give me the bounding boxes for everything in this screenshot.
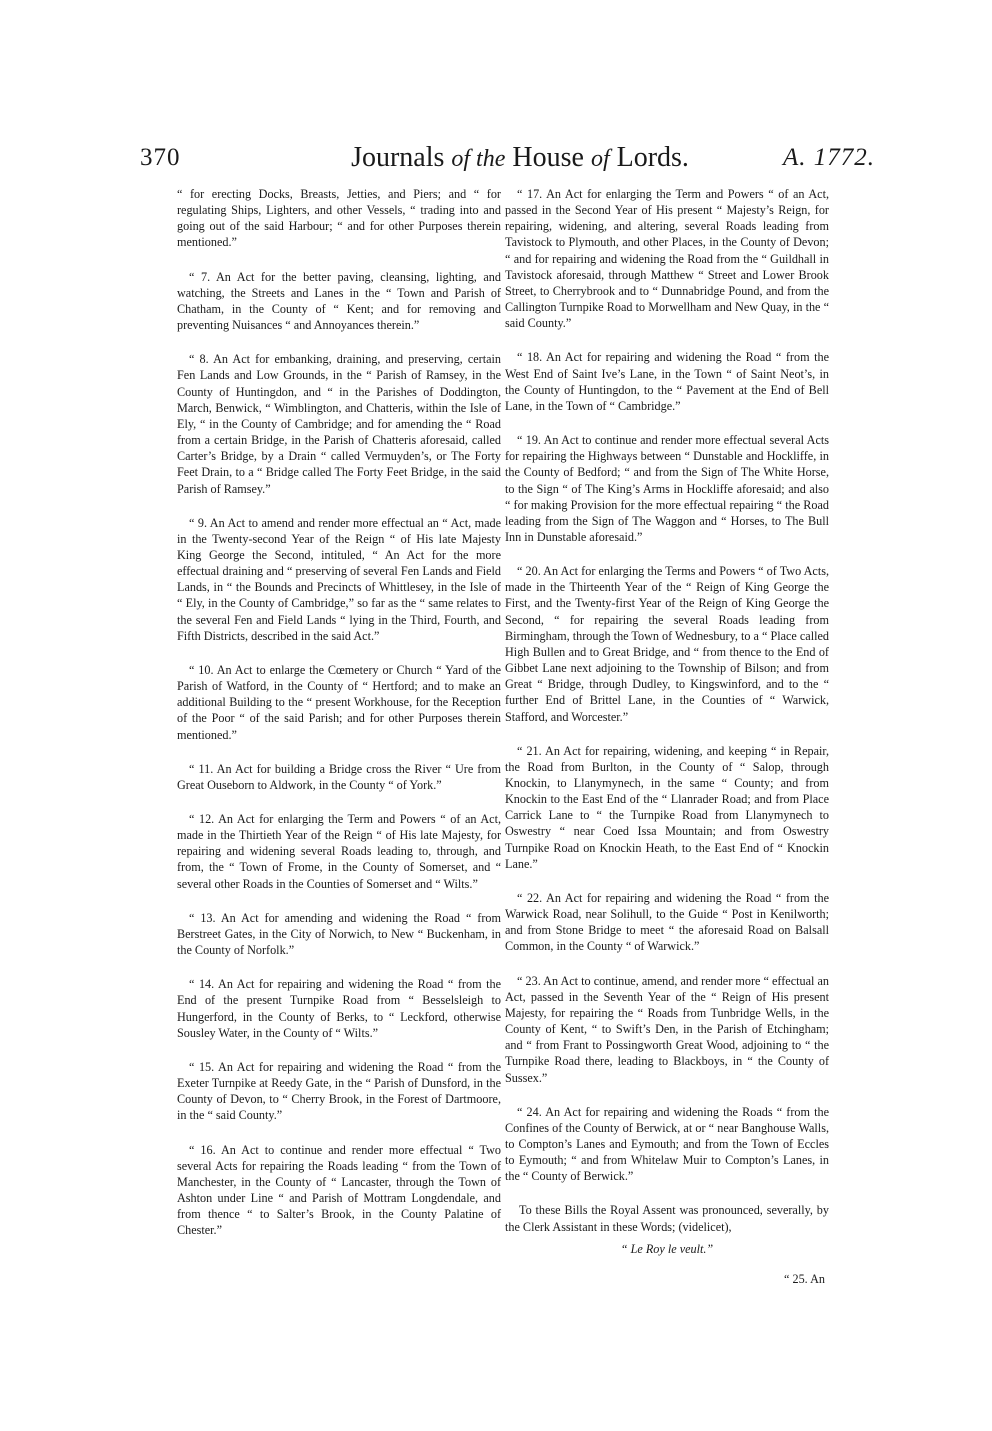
act-paragraph: “ 17. An Act for enlarging the Term and Powers “ of an Act, passed in the Second Year of His present “ Majesty’s Reign, for repairing, widening, and altering, several Roads leading from Tavistock to Plymouth, and other Places, in the County of Devon; “ and for repairing and widening the Road from the “ Guildhall in Tavistock aforesaid, through Matthew “ Street and Lower Brook Street, to Cherrybrook and to “ Dunnabridge Pound, and from the Callington Turnpike Road to Morwellham and New Quay, in the “ said County.”	[505, 187, 829, 331]
act-paragraph: “ 13. An Act for amending and widening the Road “ from Berstreet Gates, in the City of Norwich, to New “ Buckenham, in the County of Norfolk.”	[177, 910, 501, 958]
page-header	[140, 142, 875, 184]
royal-assent-quote: “ Le Roy le veult.”	[620, 1241, 714, 1256]
title-word-of-the: of the	[451, 146, 506, 172]
page-number: 370	[140, 144, 181, 171]
running-title	[330, 142, 710, 174]
act-paragraph: “ 21. An Act for repairing, widening, and keeping “ in Repair, the Road from Burlton, in the County of “ Salop, through Knockin, to Llanymynech, in the same “ County; and from Knockin to the East End of the “ Llanrader Road; and from Place Carrick Lane to “ the Turnpike Road from Llanymynech to Oswestry “ near Coed Issa Mountain; and from Oswestry Turnpike Road on Knockin Heath, to the East End of “ Knockin Lane.”	[505, 743, 829, 871]
right-column	[505, 186, 829, 1287]
act-paragraph: “ 18. An Act for repairing and widening the Road “ from the West End of Saint Ive’s Lane, in the Town “ of Saint Neot’s, in the County of Huntingdon, to the “ Pavement at the End of Bell Lane, in the Town of “ Cambridge.”	[505, 350, 829, 413]
act-paragraph: “ 10. An Act to enlarge the Cœmetery or Church “ Yard of the Parish of Watford, in the County of “ Hertford; and to make an additional Building to the “ present Workhouse, for the Reception of the Poor “ of the said Parish; and for other Purposes therein mentioned.”	[177, 662, 501, 742]
act-paragraph: “ for erecting Docks, Breasts, Jetties, and Piers; and “ for regulating Ships, Lighters, and other Vessels, “ trading into and going out of the said Harbour; “ and for other Purposes therein mentioned.”	[177, 187, 501, 250]
title-word-house: House	[512, 142, 584, 173]
left-column	[177, 186, 501, 1256]
act-paragraph: “ 23. An Act to continue, amend, and render more “ effectual an Act, passed in the Seventh Year of the “ Reign of His present Majesty, for repairing the “ Roads from Tunbridge Wells, in the County of Kent, “ to Swift’s Den, in the Parish of Etchingham; and “ from Frant to Possingworth Great Wood, adjoining to “ the Turnpike Road there, leading to Blackboys, in “ the County of Sussex.”	[505, 973, 829, 1085]
act-paragraph: “ 15. An Act for repairing and widening the Road “ from the Exeter Turnpike at Reedy Gate, in the “ Parish of Dunsford, in the County of Devon, to “ Cherry Brook, in the Forest of Dartmoore, in the “ said County.”	[177, 1059, 501, 1123]
act-paragraph: “ 24. An Act for repairing and widening the Roads “ from the Confines of the County of Berwick, at or “ near Banghouse Walls, to Compton’s Lanes and Eymouth; and from the Town of Eccles to Eymouth; “ and from Whitelaw Muir to Compton’s Lanes, in the “ County of Berwick.”	[505, 1104, 829, 1184]
act-paragraph: “ 22. An Act for repairing and widening the Road “ from the Warwick Road, near Solihull, to the Guide “ Post in Kenilworth; and from Stone Bridge to meet “ the aforesaid Road on Balsall Common, in the County “ of Warwick.”	[505, 890, 829, 954]
year-label: A. 1772.	[782, 144, 875, 171]
act-paragraph: “ 19. An Act to continue and render more effectual several Acts for repairing the Highways between “ Dunstable and Hockliffe, in the County of Bedford; “ and from the Sign of The White Horse, to the Sign “ of The King’s Arms in Hockliffe aforesaid; and also “ for making Provision for the more effectual repairing “ the Road leading from the Sign of The Waggon and “ Horses, to The Bull Inn in Dunstable aforesaid.”	[505, 433, 829, 544]
catchword: “ 25. An	[784, 1271, 825, 1286]
act-paragraph: “ 14. An Act for repairing and widening the Road “ from the End of the present Turnpike Road from “ Besselsleigh to Hungerford, in the County of Berks, to “ Leckford, otherwise Sousley Water, in the County of “ Wilts.”	[177, 977, 501, 1040]
act-paragraph: “ 9. An Act to amend and render more effectual an “ Act, made in the Twenty-second Year of the Reign “ of His late Majesty King George the Second, intituled, “ An Act for the more effectual draining and “ preserving of several Fen Lands and Field Lands, in “ the Bounds and Precincts of Whittlesey, in the Isle of “ Ely, in the County of Cambridge,” so far as the “ same relates to the several Fen and Field Lands “ lying in the Third, Fourth, and Fifth Districts, described in the said Act.”	[177, 515, 501, 643]
act-paragraph: “ 7. An Act for the better paving, cleansing, lighting, and watching, the Streets and Lanes in the “ Town and Parish of Chatham, in the County of “ Kent; and for removing and preventing Nuisances “ and Annoyances therein.”	[177, 269, 501, 333]
act-paragraph: “ 11. An Act for building a Bridge cross the River “ Ure from Great Ouseborn to Aldwork, in the County “ of York.”	[177, 761, 501, 792]
act-paragraph: “ 16. An Act to continue and render more effectual “ Two several Acts for repairing the Roads leading “ from the Town of Manchester, in the County of “ Lancaster, through the Town of Ashton under Line “ and Parish of Mottram Longdendale, and from thence “ to Salter’s Brook, in the County Palatine of Chester.”	[177, 1142, 501, 1238]
title-word-journals: Journals	[351, 142, 445, 173]
royal-assent-paragraph: To these Bills the Royal Assent was pronounced, severally, by the Clerk Assistant in these Words; (videlicet),	[505, 1203, 829, 1234]
title-word-of: of	[590, 146, 610, 172]
act-paragraph: “ 12. An Act for enlarging the Term and Powers “ of an Act, made in the Thirtieth Year of the Reign “ of His late Majesty, for repairing and widening several Roads leading to, through, and from, the “ Town of Frome, in the County of Somerset, and “ several other Roads in the Counties of Somerset and “ Wilts.”	[177, 812, 501, 891]
act-paragraph: “ 20. An Act for enlarging the Terms and Powers “ of Two Acts, made in the Thirteenth Year of the “ Reign of King George the First, and the Twenty-first Year of the Reign of King George the Second, “ for repairing the several Roads leading from Birmingham, through the Town of Wednesbury, to a “ Place called High Bullen and to Great Bridge, and “ from thence to the End of Gibbet Lane next adjoining to the Township of Bilson; and from Great “ Bridge, through Dudley, to Kingswinford, and to the “ further End of Brittel Lane, in the Counties of “ Warwick, Stafford, and Worcester.”	[505, 564, 829, 724]
act-paragraph: “ 8. An Act for embanking, draining, and preserving, certain Fen Lands and Low Grounds, in the “ Parish of Ramsey, in the County of Huntingdon, and “ in the Parishes of Doddington, March, Benwick, “ Wimblington, and Chatteris, within the Isle of Ely, “ in the County of Cambridge; and for amending the “ Road from a certain Bridge, in the Parish of Chatteris aforesaid, called Carter’s Bridge, by a Drain “ called Vermuyden’s, or The Forty Feet Drain, to a “ Bridge called The Forty Feet Bridge, in the said Parish of Ramsey.”	[177, 352, 501, 496]
title-word-lords: Lords.	[616, 142, 689, 173]
